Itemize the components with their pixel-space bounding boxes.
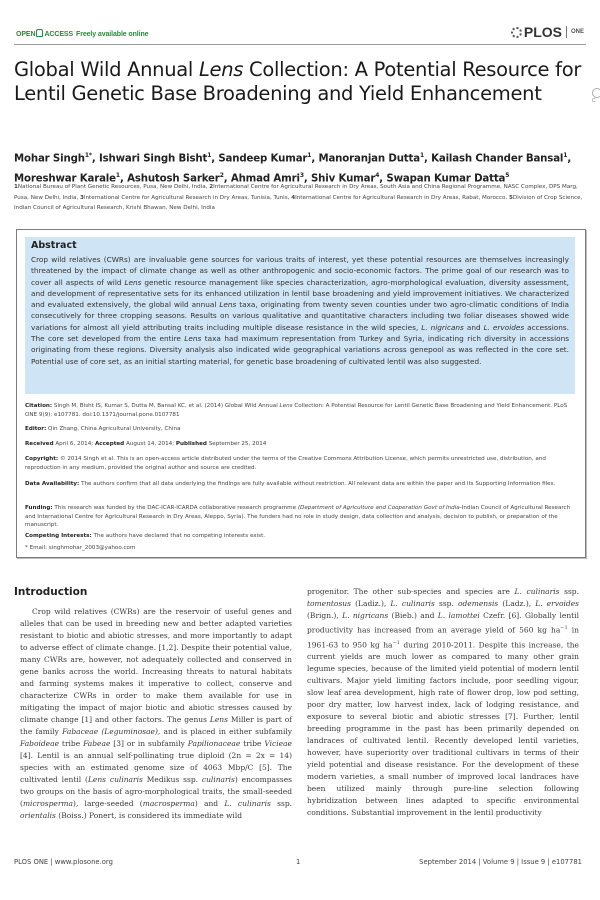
abstract-text	[31, 254, 569, 367]
copyright-text: © 2014 Singh et al. This is an open-access article distributed under the terms of the Creative Commons Attribution License, which permits unrestricted use, distribution, and reproduction in any medium, provided the original author and source are credited.	[25, 456, 546, 471]
funding-text: This research was funded by the DAC-ICAR-ICARDA collaborative research programme	[52, 505, 298, 511]
abstract-italic: L. ervoides	[483, 322, 525, 332]
body-italic: L. culinaris	[390, 599, 435, 608]
copyright	[25, 455, 575, 472]
open-access-badge	[16, 29, 148, 38]
body-text: (Bieb.) and	[388, 611, 438, 620]
body-text: , and is placed in either subfamily	[157, 727, 292, 736]
author-affiliation-marker: 2	[219, 172, 224, 180]
citation-italic: Lens	[279, 403, 293, 409]
author-affiliation-marker: 1*	[84, 152, 92, 159]
editor-text: Qin Zhang, China Agricultural University, China	[46, 426, 181, 432]
author-name: Manoranjan Dutta	[318, 153, 420, 165]
superscript: −1	[560, 625, 568, 631]
funding-label: Funding:	[25, 505, 53, 511]
body-italic: culinaris	[201, 775, 235, 784]
body-text: during 2010-2011. Despite this increase, the current yields are much lower as compared to many other grain legume species, because of the limited yield potential of modern lentil cultivars. Major yield limiting factors include, poor seedling vigour, slow leaf area development, high rate of flower drop, low pod setting, poor dry matter, low harvest index, lack of lodging resistance, and exposure to several biotic and abiotic stresses [7]. Further, lentil breeding programme in the past has been primarily depended on landraces of cultivated lentil. Recently developed lentil varieties, however, have superiority over traditional cultivars in terms of their yield potential and disease resistance. For the development of these modern varieties, a small number of improved local landraces have been utilized mainly through pure-line selection following hybridization between lines adapted to specific environmental conditions. Substantial improvement in the lentil productivity	[307, 640, 579, 817]
body-text: ssp.	[559, 587, 579, 596]
body-italic: macrosperma	[142, 799, 195, 808]
freely-available-text: Freely available online	[76, 31, 149, 38]
body-italic: orientalis	[20, 811, 56, 820]
author-affiliation-marker: 1	[307, 152, 312, 159]
author-name: Sandeep Kumar	[218, 153, 308, 165]
abstract-segment: accessions. The core set developed from the entire	[31, 322, 569, 344]
body-italic: odemensis	[457, 599, 499, 608]
abstract-frame	[16, 229, 586, 558]
data-availability-text: The authors confirm that all data underlying the findings are fully available without restriction. All relevant data are within the paper and its Supporting Information files.	[79, 481, 556, 487]
body-text: (Ladz.),	[498, 599, 536, 608]
affiliations	[14, 182, 589, 214]
body-italic: L. culinaris	[224, 799, 271, 808]
affiliation-text: International Centre for Agricultural Research in Dry Areas, South Asia and China Regional Programme, NASC Complex, DPS Marg, Pusa, New Delhi, India,	[14, 184, 578, 201]
competing-label: Competing Interests:	[25, 533, 92, 539]
body-italic: microsperma	[22, 799, 74, 808]
received-date: April 6, 2014;	[53, 441, 95, 447]
affiliation-text: National Bureau of Plant Genetic Resources, Pusa, New Delhi, India,	[17, 184, 210, 190]
body-text: (Boiss.) Ponert, is considered its immediate wild	[55, 811, 243, 820]
body-text: progenitor. The other sub-species and species are	[307, 587, 515, 596]
body-italic: L. nigricans	[342, 611, 389, 620]
body-text: tribe	[59, 739, 84, 748]
body-text: (Ladiz.),	[350, 599, 391, 608]
title-text: Global Wild Annual	[14, 58, 199, 81]
abstract-italic: Lens	[124, 277, 142, 287]
abstract-box	[25, 237, 575, 394]
abstract-segment: taxa, originating from twenty seven counties under two agro-climatic conditions of India consecutively for three cropping seasons. Results on various qualitative and quantitative characters including two foliar diseases showed wide variations for almost all yield attributing traits including multiple disease resistance in the wild species,	[31, 300, 569, 332]
body-text: Crop wild relatives (CWRs) are the reservoir of useful genes and alleles that can be used in breeding new and better adapted varieties resistant to biotic and abiotic stresses, and more importantly to adapt to adverse effect of climate change. [1,2]. Despite their potential value, many CWRs are, however, not adequately collected and conserved in gene banks across the world. Increasing threats to natural habitats and farming systems makes it imperative to collect, conserve and characterize CWRs in order to make them available for use in mitigating the impact of major biotic and abiotic stresses caused by climate change [1] and other factors. The genus	[20, 607, 292, 724]
author-affiliation-marker: 5	[505, 172, 510, 180]
affiliation-number: 2	[209, 184, 214, 190]
crossmark-badge[interactable]	[592, 88, 600, 102]
corresponding-email[interactable]: * Email: singhmohar_2003@yahoo.com	[25, 545, 136, 551]
body-text: [4]. Lentil is an annual self-pollinating true diploid (2n = 2x = 14) species with an estimated genome size of 4063 Mbp/C [5]. The cultivated lentil (	[20, 751, 292, 784]
received-label: Received	[25, 441, 54, 447]
footer-page-number: 1	[296, 858, 301, 866]
affiliation-text: International Centre for Agricultural Research in Dry Areas, Rabat, Morocco,	[295, 194, 509, 201]
editor	[25, 425, 575, 434]
affiliation-number: 5	[509, 194, 513, 201]
editor-label: Editor:	[25, 426, 47, 432]
plos-sun-icon	[511, 27, 522, 38]
body-italic: Fabaceae (Leguminosae)	[62, 727, 158, 736]
introduction-heading: Introduction	[14, 586, 88, 598]
superscript: −1	[392, 639, 400, 646]
citation-doi-text[interactable]: Collection: A Potential Resource for Lentil Genetic Base Broadening and Yield Enhancement. PLoS ONE 9(9): e107781. doi:10.1371/journal.pone.0107781	[25, 403, 568, 418]
citation-label: Citation:	[25, 403, 53, 409]
affiliation-text: Division of Crop Science, Indian Council of Agricultural Research, Krishi Bhawan, New Delhi, India	[14, 194, 583, 211]
crossmark-icon	[592, 88, 600, 98]
body-text: ) encompasses two groups on the basis of agro-morphological traits, the small-seeded (	[20, 775, 293, 808]
author-name: Swapan Kumar Datta	[386, 173, 506, 185]
abstract-italic: L. nigricans	[421, 322, 464, 332]
published-label: Published	[175, 441, 207, 447]
citation	[25, 402, 575, 419]
article-title	[14, 58, 589, 106]
body-italic: tomentosus	[307, 599, 351, 608]
accepted-date: August 14, 2014;	[124, 441, 176, 447]
body-text: Miller is part of the family	[20, 715, 292, 736]
author-name: Moreshwar Karale	[14, 173, 116, 185]
body-italic: Faboideae	[20, 739, 60, 748]
author-affiliation-marker: 4	[375, 172, 380, 180]
funding-text-rest: Indian Council of Agricultural Research and International Centre for Agricultural Research in Dry Areas, Aleppo, Syria). The funders had no role in study design, data collection and analysis, decision to publish, or preparation of the manuscript.	[25, 505, 571, 529]
author-affiliation-marker: 1	[419, 152, 424, 159]
body-italic: L. ervoides	[535, 599, 580, 608]
body-italic: Vicieae	[264, 739, 292, 748]
author-affiliation-marker: 1	[207, 152, 212, 159]
body-text: [3] or in subfamily	[110, 739, 188, 748]
accepted-label: Accepted	[94, 441, 125, 447]
author-name: Shiv Kumar	[310, 173, 376, 185]
plos-wordmark: PLOS	[523, 24, 562, 40]
body-text: ssp.	[434, 599, 458, 608]
access-label: ACCESS	[44, 31, 74, 38]
author-name: Kailash Chander Bansal	[431, 153, 564, 165]
abstract-segment: Crop wild relatives (CWRs) are invaluable gene sources for various traits of interest, yet these potential resources are themselves increasingly threatened by the impact of climate change as well as other anthropogenic and socio-economic factors. The prime goal of our research was to cover all aspects of wild	[31, 255, 569, 287]
body-text: Medikus ssp.	[142, 775, 202, 784]
author-name: Ahmad Amri	[230, 173, 300, 185]
body-text: ), large-seeded (	[73, 799, 143, 808]
author-name: Mohar Singh	[14, 153, 85, 165]
affiliation-text: International Centre for Agricultural Research in Dry Areas, Tunisia, Tunis,	[83, 194, 292, 201]
abstract-segment: taxa had maximum representation from Turkey and Syria, indicating rich diversity in accessions originating from these regions. Diversity analysis also indicated wide geographical variations across genepool as was reflected in the core set. Potential use of core set, as an initial starting material, for genetic base broadening of cultivated lentil was also suggested.	[31, 334, 569, 366]
intro-column-left	[20, 606, 292, 822]
data-availability	[25, 480, 575, 489]
author-name: Ashutosh Sarker	[127, 173, 220, 185]
title-text-rest: Collection: A Potential Resource for Lentil Genetic Base Broadening and Yield Enhancement	[14, 58, 582, 105]
open-lock-icon	[36, 29, 43, 37]
intro-column-right	[307, 586, 579, 819]
body-text: (Brign.),	[307, 611, 343, 620]
abstract-heading: Abstract	[31, 240, 77, 251]
body-text: ) and	[194, 799, 225, 808]
one-wordmark: ONE	[570, 29, 584, 35]
body-italic: L. culinaris	[514, 587, 560, 596]
body-italic: L. lamottei	[437, 611, 480, 620]
affiliation-number: 1	[14, 184, 18, 190]
crossmark-label: C	[592, 98, 596, 104]
citation-text: Singh M, Bisht IS, Kumar S, Dutta M, Bansal KC, et al. (2014) Global Wild Annual	[52, 403, 280, 409]
plos-one-logo[interactable]	[511, 24, 584, 40]
open-label: OPEN	[16, 31, 36, 38]
dates	[25, 440, 575, 449]
author-name: Ishwari Singh Bisht	[98, 153, 208, 165]
abstract-segment: genetic resource management like species characterization, agro-morphological evaluation, diversity assessment, and development of representative sets for its enhanced utilization in lentil base broadening and yield improvement initiatives. We characterized and evaluated extensively, the global wild annual	[31, 277, 569, 310]
funding-italic: (Department of Agriculture and Cooperation Govt of India-	[297, 505, 462, 511]
published-date: September 25, 2014	[206, 441, 267, 447]
author-affiliation-marker: 1	[115, 172, 120, 180]
data-availability-label: Data Availability:	[25, 481, 80, 487]
abstract-italic: Lens	[219, 300, 237, 310]
body-text: Czefr. [6]. Globally lentil productivity has increased from an average yield of 560 kg ha	[307, 611, 579, 635]
footer-issue-info: September 2014 | Volume 9 | Issue 9 | e107781	[419, 858, 582, 866]
author-list: Mohar Singh$^{1*}$, Ishwari Singh Bisht$^1$, Sandeep Kumar$^1$, Manoranjan Dutta$^1$, Kailash Chander Bansal$^1$, Moreshwar Karale$^1$, Ashutosh Sarker$^2$, Ahmad Amri$^3$, Shiv Kumar$^4$, Swapan Kumar Datta$^5$	[14, 152, 572, 185]
competing-interests	[25, 532, 575, 541]
body-text: in 1961-63 to 950 kg ha	[307, 625, 579, 649]
title-italic: Lens	[198, 58, 244, 81]
author-affiliation-marker: 1	[563, 152, 568, 159]
journal-header	[14, 24, 586, 45]
funding	[25, 504, 575, 530]
competing-text: The authors have declared that no competing interests exist.	[91, 533, 266, 539]
logo-divider	[566, 26, 567, 38]
abstract-italic: Lens	[184, 334, 202, 344]
body-text: tribe	[240, 739, 265, 748]
author-affiliation-marker: 3	[299, 172, 304, 180]
footer-journal-url[interactable]: PLOS ONE | www.plosone.org	[14, 858, 113, 866]
body-text: ssp.	[270, 799, 293, 808]
body-italic: Papilionaceae	[187, 739, 241, 748]
copyright-label: Copyright:	[25, 456, 59, 462]
affiliation-number: 4	[291, 194, 296, 201]
body-italic: Lens	[209, 715, 228, 724]
body-italic: Fabeae	[83, 739, 111, 748]
abstract-segment: and	[463, 322, 484, 332]
affiliation-number: 3	[79, 194, 84, 201]
body-italic: Lens culinaris	[87, 775, 143, 784]
